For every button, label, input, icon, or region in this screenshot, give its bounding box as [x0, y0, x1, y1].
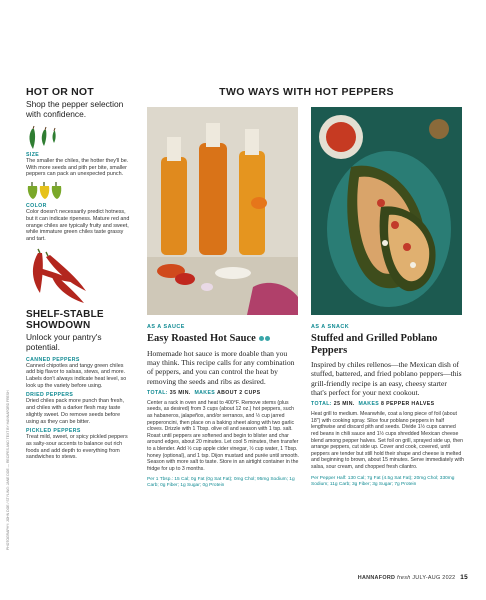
footer-magazine: fresh	[397, 575, 411, 581]
recipe-meta: TOTAL: 35 MIN. MAKES ABOUT 2 CUPS	[147, 389, 261, 396]
recipe-title: Stuffed and Grilled Poblano Peppers	[311, 333, 438, 356]
recipe-dek: Homemade hot sauce is more doable than you may think. This recipe calls for any combination of peppers, and you can control the heat by removing the seeds and ribs as desired.	[147, 348, 295, 386]
recipe-nutrition: Per 1 Tbsp.: 15 Cal; 0g Fat (0g Sat Fat); 0mg Chol; 95mg Sodium; 1g Carb; 0g Fiber; 1g Sugar; 0g Protein	[147, 477, 295, 489]
pickled-kicker: PICKLED PEPPERS	[26, 428, 81, 435]
footer-brand: HANNAFORD	[357, 575, 396, 581]
size-kicker: SIZE	[26, 152, 40, 158]
dried-kicker: DRIED PEPPERS	[26, 392, 74, 399]
recipe-instructions: Center a rack in oven and heat to 400°F. Remove stems (plus seeds, as desired) from 3 cups (about 12 oz.) hot peppers, such as habaneros, jalapeños, and/or serranos, and ½ cup jarred pepperoncini, then place on a baking sheet along with two garlic cloves. Drizzle with 1 Tbsp. olive oil and season with 1 tsp. salt. Roast until peppers are softened and begin to blister and char around edges, about 20 minutes. Let cool 5 minutes, then transfer to a blender. Add ½ cup apple cider vinegar, ½ cup water, 1 Tbsp. honey (optional), and 1 tsp. Dijon mustard and purée until smooth. Season with more salt to taste. Store in an airtight container in the fridge for up to 3 months.	[147, 399, 299, 472]
dried-body: Dried chiles pack more punch than fresh, and chiles with a darker flesh may taste slightly sweet. Do remove seeds before using as they can be bitter.	[26, 398, 124, 425]
shelf-stable-title: SHELF-STABLE SHOWDOWN	[26, 308, 104, 331]
color-body: Color doesn't necessarily predict hotness, but it can indicate ripeness. Mature red and orange chiles are typically fruity and sweet, while immature green chiles taste grassy and tart.	[26, 209, 130, 242]
recipe-hot-sauce	[147, 324, 300, 489]
hot-or-not-title: HOT OR NOT	[26, 86, 94, 98]
stuffed-poblano-photo	[311, 107, 462, 315]
color-kicker: COLOR	[26, 203, 47, 210]
page-title: TWO WAYS WITH HOT PEPPERS	[219, 86, 394, 98]
recipe-dek: Inspired by chiles rellenos—the Mexican dish of stuffed, battered, and fried poblano peppers—this grill-friendly recipe is an easy, cheesy starter that's perfect for your next cookout.	[311, 360, 462, 397]
footer-issue: JULY-AUG 2022	[412, 575, 456, 581]
page-number: 15	[460, 574, 468, 581]
canned-body: Canned chipotles and tangy green chiles add big flavor to salsas, stews, and more. Labels don't always indicate heat level, so look up the variety before using.	[26, 362, 127, 389]
size-body: The smaller the chiles, the hotter they'll be. With more seeds and pith per bite, smaller peppers can pack an unexpected punch.	[26, 158, 129, 178]
recipe-nutrition: Per Pepper Half: 130 Cal; 7g Fat (4.5g Sat Fat); 20mg Chol; 330mg Sodium; 11g Carb; 3g Fiber; 3g Sugar; 7g Protein	[311, 475, 455, 487]
hot-or-not-subtitle: Shop the pepper selection with confidence.	[26, 99, 124, 119]
dried-chiles-image	[26, 247, 132, 309]
hot-sauce-photo	[147, 107, 298, 315]
sidebar	[26, 86, 132, 461]
page-footer	[358, 574, 468, 581]
shelf-stable-subtitle: Unlock your pantry's potential.	[26, 331, 102, 352]
recipe-kicker: AS A SAUCE	[147, 324, 185, 330]
pickled-body: Treat mild, sweet, or spicy pickled peppers as salty-sour accents to balance out rich foods and add depth to everything from sandwiches to stews.	[26, 434, 128, 461]
diet-badge-icons	[258, 333, 270, 345]
recipe-instructions: Heat grill to medium. Meanwhile, coat a long piece of foil (about 18") with cooking spray. Slice four poblano peppers in half lengthwise and discard pith and seeds. Divide 1½ cups canned red beans in chili sauce and 1½ cups shredded Mexican cheese blend among pepper halves. Set foil on grill, sprayed side up, then arrange peppers, cut side up. Cover and cook, covered, until peppers are tender but still hold their shape and cheese is melted and beginning to brown, about 15 minutes. Serve immediately with salsa, sour cream, and chopped fresh cilantro.	[311, 411, 464, 470]
recipe-title: Easy Roasted Hot Sauce	[147, 333, 300, 345]
colored-peppers-image	[26, 180, 132, 200]
green-chiles-image	[26, 125, 132, 149]
side-credit: PHOTOGRAPHY: JOHN DOE / STYLING: JANE DOE — RECIPES AND TEXT BY HANNAFORD FRESH	[6, 390, 10, 550]
canned-kicker: CANNED PEPPERS	[26, 356, 80, 363]
recipe-stuffed-poblano	[311, 324, 464, 488]
recipe-meta: TOTAL: 25 MIN. MAKES 8 PEPPER HALVES	[311, 401, 435, 408]
recipe-kicker: AS A SNACK	[311, 324, 350, 330]
